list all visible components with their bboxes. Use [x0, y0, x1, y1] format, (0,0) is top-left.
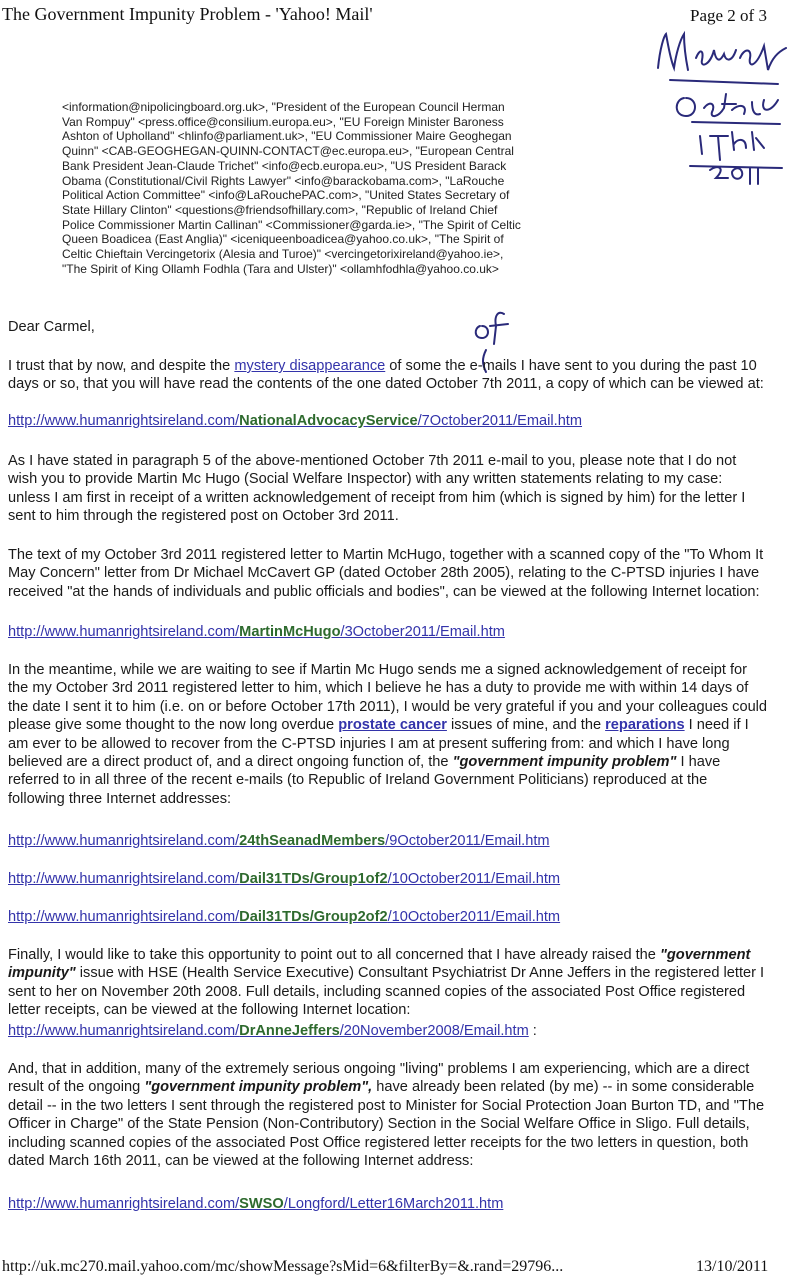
paragraph-4: [8, 661, 768, 808]
url-link[interactable]: [8, 833, 550, 849]
url-part: MartinMcHugo: [239, 624, 341, 640]
recipient-line: "The Spirit of King Ollamh Fodhla (Tara and Ulster)" <ollamhfodhla@yahoo.co.uk>: [62, 261, 499, 276]
page-number: Page 2 of 3: [690, 6, 767, 25]
url-link[interactable]: [8, 413, 582, 429]
reparations-link[interactable]: reparations: [605, 717, 685, 734]
recipient-line: Ashton of Upholland" <hlinfo@parliament.uk>, "EU Commissioner Maire Geoghegan: [62, 129, 512, 144]
text: of some the e-mails I have sent to you during the past 10 days or so, that you will have read the contents of the one dated October 7th 2011, a copy of which can be viewed at:: [8, 358, 764, 393]
url-link[interactable]: [8, 871, 560, 887]
url-part: http://www.humanrightsireland.com/: [8, 871, 240, 887]
text: have already been related (by me) -- in some considerable detail -- in the two letters I sent through the registered post to Minister for Social Protection Joan Burton TD, and "The Officer in Charge" of the State Pension (Non-Contributory) Section in the Social Welfare Office in Sligo. Full details, including scanned copies of the associated Post Office registered letter receipts for the two letters in question, both dated March 16th 2011, can be viewed at the following Internet address:: [8, 1079, 765, 1170]
url-part: /9October2011/Email.htm: [385, 833, 550, 849]
url-part: /10October2011/Email.htm: [387, 871, 561, 887]
url-part: /7October2011/Email.htm: [417, 413, 583, 429]
recipient-line: Queen Boadicea (East Anglia)" <iceniqueenboadicea@yahoo.co.uk>, "The Spirit of: [62, 232, 504, 247]
url-part: SWSO: [239, 1196, 284, 1212]
text: :: [528, 1023, 537, 1039]
print-footer-url: http://uk.mc270.mail.yahoo.com/mc/showMessage?sMid=6&filterBy=&.rand=29796...: [2, 1258, 564, 1275]
url-part: /Longford/Letter16March2011.htm: [283, 1196, 504, 1212]
recipient-line: Quinn" <CAB-GEOGHEGAN-QUINN-CONTACT@ec.europa.eu>, "European Central: [62, 144, 514, 159]
url-part: http://www.humanrightsireland.com/: [8, 413, 240, 429]
link-seanad: [8, 832, 768, 850]
url-part: /3October2011/Email.htm: [340, 624, 505, 640]
recipient-line: Van Rompuy" <press.office@consilium.europa.eu>, "EU Foreign Minister Baroness: [62, 114, 504, 129]
link-swso: [8, 1195, 768, 1213]
link-national-advocacy: [8, 412, 768, 430]
url-part: DrAnneJeffers: [239, 1023, 340, 1039]
paragraph-3: The text of my October 3rd 2011 registered letter to Martin McHugo, together with a scanned copy of the "To Whom It May Concern" letter from Dr Michael McCavert GP (dated October 28th 2005), relating to the C-PTSD injuries I have received "at the hands of individuals and public officials and bodies", can be viewed at the following Internet location:: [8, 547, 764, 600]
url-part: http://www.humanrightsireland.com/: [8, 833, 240, 849]
print-header-title: The Government Impunity Problem - 'Yahoo! Mail': [2, 4, 373, 24]
recipient-line: Political Action Committee" <info@LaRouchePAC.com>, "United States Secretary of: [62, 188, 510, 203]
paragraph-1: [8, 357, 768, 394]
print-footer-date: 13/10/2011: [696, 1258, 769, 1275]
recipient-line: Bank President Jean-Claude Trichet" <info@ecb.europa.eu>, "US President Barack: [62, 158, 507, 173]
url-link[interactable]: [8, 1023, 529, 1039]
url-part: /20November2008/Email.htm: [339, 1023, 529, 1039]
recipient-line: Police Commissioner Martin Callinan" <Commissioner@garda.ie>, "The Spirit of Celtic: [62, 217, 521, 232]
emphasis: "government impunity problem",: [144, 1079, 373, 1096]
recipient-line: Obama (Constitutional/Civil Rights Lawyer" <info@barackobama.com>, "LaRouche: [62, 173, 505, 188]
url-link[interactable]: [8, 624, 505, 640]
emphasis: "government impunity problem": [452, 754, 677, 771]
text: issues of mine, and the: [446, 717, 606, 734]
text: I trust that by now, and despite the: [8, 358, 235, 374]
recipient-line: <information@nipolicingboard.org.uk>, "President of the European Council Herman: [62, 100, 505, 114]
paragraph-5: [8, 946, 768, 1020]
recipient-line: Celtic Chieftain Vercingetorix (Alesia and Turoe)" <vercingetorixireland@yahoo.ie>,: [62, 247, 504, 262]
url-part: Dail31TDs/Group1of2: [239, 871, 388, 887]
recipient-line: State Hillary Clinton" <questions@friendsofhillary.com>, "Republic of Ireland Chief: [62, 202, 498, 217]
url-part: http://www.humanrightsireland.com/: [8, 1023, 240, 1039]
text: In the meantime, while we are waiting to see if Martin Mc Hugo sends me a signed acknowledgement of receipt for the my October 3rd 2011 registered letter to him, which I believe he has a duty to provide me with within 14 days of the date I sent it to him (i.e. on or before October 17th 2011), I would be very grateful if you and your colleagues could please give some thought to the now long overdue: [8, 662, 768, 734]
url-part: Dail31TDs/Group2of2: [239, 909, 388, 925]
url-part: NationalAdvocacyService: [239, 413, 418, 429]
paragraph-2: As I have stated in paragraph 5 of the above-mentioned October 7th 2011 e-mail to you, please note that I do not wish you to provide Martin Mc Hugo (Social Welfare Inspector) with any written statements relating to my case: unless I am first in receipt of a written acknowledgement of receipt from him (which is signed by him) for the letter I sent to him through the registered post on October 3rd 2011.: [8, 453, 746, 525]
link-dr-anne-jeffers: [8, 1022, 768, 1040]
prostate-cancer-link[interactable]: prostate cancer: [338, 717, 447, 734]
text: And, that in addition, many of the extremely serious ongoing "living" problems I am experiencing, which are a direct result of the ongoing: [8, 1061, 750, 1096]
text: Finally, I would like to take this opportunity to point out to all concerned that I have already raised the: [8, 947, 660, 963]
url-link[interactable]: [8, 909, 560, 925]
url-part: /10October2011/Email.htm: [387, 909, 561, 925]
emphasis: "government impunity": [8, 947, 751, 982]
url-part: 24thSeanadMembers: [239, 833, 386, 849]
url-link[interactable]: [8, 1196, 503, 1212]
text: I have referred to in all three of the recent e-mails (to Republic of Ireland Government Politicians) reproduced at the following three Internet addresses:: [8, 754, 721, 807]
url-part: http://www.humanrightsireland.com/: [8, 1196, 240, 1212]
link-dail-group1: [8, 870, 768, 888]
text: issue with HSE (Health Service Executive) Consultant Psychiatrist Dr Anne Jeffers in the registered letter I sent to her on November 20th 2008. Full details, including scanned copies of the associated Post Office registered letter receipts, can be viewed at the following Internet location:: [8, 965, 765, 1019]
mystery-disappearance-link[interactable]: mystery disappearance: [234, 358, 386, 374]
link-dail-group2: [8, 908, 768, 926]
url-part: http://www.humanrightsireland.com/: [8, 624, 240, 640]
handwritten-signature-date: [640, 28, 795, 188]
greeting: Dear Carmel,: [8, 319, 95, 335]
paragraph-6: [8, 1060, 768, 1170]
recipient-list: [62, 100, 592, 276]
link-martin-mchugo: [8, 623, 768, 641]
url-part: http://www.humanrightsireland.com/: [8, 909, 240, 925]
text: I need if I am ever to be allowed to recover from the C-PTSD injuries I am at present suffering from: and which I have long believed are a direct product of, and a direct ongoing function of, the: [8, 717, 749, 771]
